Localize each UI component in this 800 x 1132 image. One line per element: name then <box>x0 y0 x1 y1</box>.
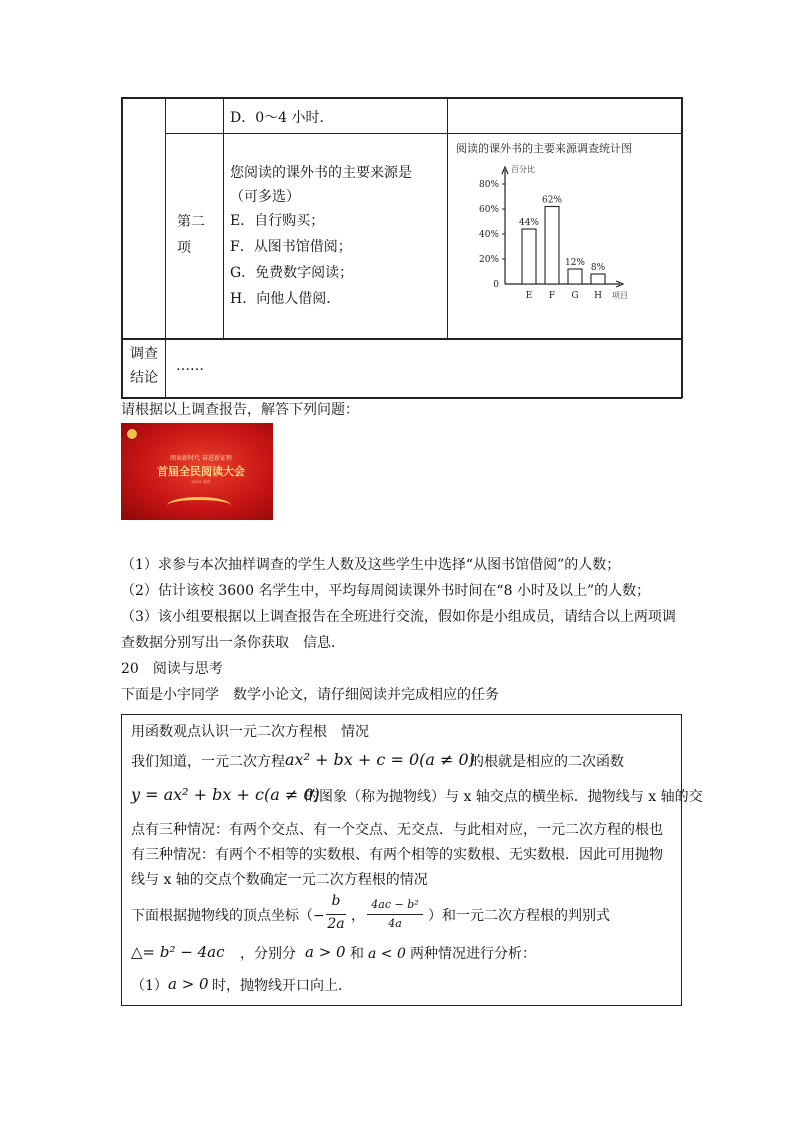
chart-y-axis-label: 百分比 <box>511 165 535 174</box>
question-2: （2）估计该校 3600 名学生中，平均每周阅读课外书时间在“8 小时及以上”的人数； <box>121 583 651 599</box>
essay-p3: 点有三种情况：有两个交点、有一个交点、无交点．与此相对应，一元二次方程的根也 <box>131 822 663 838</box>
x-tick-label: F <box>548 291 556 301</box>
bar-value-label: 8% <box>590 263 606 273</box>
x-tick-label: G <box>571 291 579 301</box>
essay-p4: 有三种情况：有两个不相等的实数根、有两个相等的实数根、无实数根．因此可用抛物 <box>131 847 663 863</box>
question-3-line1: （3）该小组要根据以上调查报告在全班进行交流，假如你是小组成员，请结合以上两项调 <box>121 609 676 625</box>
y-tick-label: 80% <box>478 180 499 190</box>
question-3-line2: 查数据分别写出一条你获取 信息． <box>121 635 345 651</box>
essay-p5: 线与 x 轴的交点个数确定一元二次方程根的情况 <box>131 872 428 888</box>
chart-title: 阅读的课外书的主要来源调查统计图 <box>456 142 632 155</box>
bar-value-label: 44% <box>518 218 540 228</box>
conclusion-label-line1: 调查 <box>130 346 158 362</box>
q20-intro: 下面是小宇同学 数学小论文，请仔细阅读并完成相应的任务 <box>121 687 499 703</box>
essay-p2-b: 的图象（称为抛物线）与 x 轴交点的横坐标．抛物线与 x 轴的交 <box>305 789 703 805</box>
option-d: D．0～4 小时． <box>230 110 334 126</box>
bar-F <box>545 207 559 285</box>
q20-header: 20 阅读与思考 <box>121 661 223 677</box>
essay-p1-a: 我们知道，一元二次方程 <box>131 754 285 770</box>
x-tick-label: E <box>525 291 533 301</box>
essay-p7-f: 两种情况进行分析： <box>410 946 536 962</box>
question-1: （1）求参与本次抽样调查的学生人数及这些学生中选择“从图书馆借阅”的人数； <box>121 557 621 573</box>
essay-p8-b: a > 0 <box>168 975 209 993</box>
poster-emblem-icon <box>127 429 137 439</box>
option-e: E．自行购买； <box>230 213 325 229</box>
essay-title: 用函数观点认识一元二次方程根 情况 <box>131 724 369 740</box>
reading-conference-poster <box>121 423 273 520</box>
fraction2-denominator: 4a <box>388 917 402 930</box>
essay-p8-a: （1） <box>131 978 168 994</box>
option-h: H．向他人借阅． <box>230 291 341 307</box>
essay-p7-c: a > 0 <box>305 943 346 961</box>
essay-p7-discriminant: △= b² − 4ac <box>131 943 225 961</box>
bar-value-label: 12% <box>564 258 586 268</box>
option-f: F．从图书馆借阅； <box>230 239 352 255</box>
bar-H <box>591 274 605 284</box>
poster-slogan: 阅读新时代 奋进新征程 <box>170 455 232 462</box>
y-tick-label: 0 <box>493 280 499 290</box>
fraction2-numerator: 4ac − b² <box>371 898 419 911</box>
essay-p2-equation: y = ax² + bx + c(a ≠ 0) <box>131 785 320 804</box>
fraction1-numerator: b <box>331 893 341 909</box>
chart-x-axis-label: 项目 <box>612 291 628 300</box>
question-text: 您阅读的课外书的主要来源是 <box>230 165 412 181</box>
essay-p8-c: 时，抛物线开口向上． <box>212 978 352 994</box>
comma-sep: ， <box>351 908 365 924</box>
essay-p7-b: ，分别分 <box>240 946 296 962</box>
fraction1-bar <box>326 914 346 915</box>
conclusion-value: …… <box>176 358 204 374</box>
section-label-line2: 项 <box>177 240 191 256</box>
y-tick-label: 40% <box>478 230 499 240</box>
conclusion-label-line2: 结论 <box>130 370 158 386</box>
essay-p1-b: 的根就是相应的二次函数 <box>470 754 624 770</box>
essay-p6-a: 下面根据抛物线的顶点坐标（ <box>131 908 313 924</box>
option-g: G．免费数字阅读； <box>230 265 354 281</box>
bar-G <box>568 269 582 284</box>
source-bar-chart <box>448 134 681 338</box>
prompt-line: 请根据以上调查报告，解答下列问题： <box>121 402 359 418</box>
bar-E <box>522 229 536 284</box>
essay-p6-b: ）和一元二次方程根的判别式 <box>428 908 610 924</box>
poster-title: 首届全民阅读大会 <box>157 465 245 478</box>
question-note: （可多选） <box>230 189 300 205</box>
essay-p7-d: 和 <box>350 946 364 962</box>
open-book-icon <box>167 497 231 514</box>
y-tick-label: 60% <box>478 205 499 215</box>
poster-date: 2022·北京 <box>191 479 211 484</box>
essay-p7-e: a < 0 <box>368 946 406 962</box>
fraction1-denominator: 2a <box>327 916 345 932</box>
y-tick-label: 20% <box>478 255 499 265</box>
bar-value-label: 62% <box>541 195 563 206</box>
essay-p1-equation: ax² + bx + c = 0(a ≠ 0) <box>285 750 475 769</box>
section-label-line1: 第二 <box>177 214 205 230</box>
fraction2-bar <box>367 914 423 915</box>
minus-sign: − <box>313 908 325 924</box>
x-tick-label: H <box>594 291 602 301</box>
